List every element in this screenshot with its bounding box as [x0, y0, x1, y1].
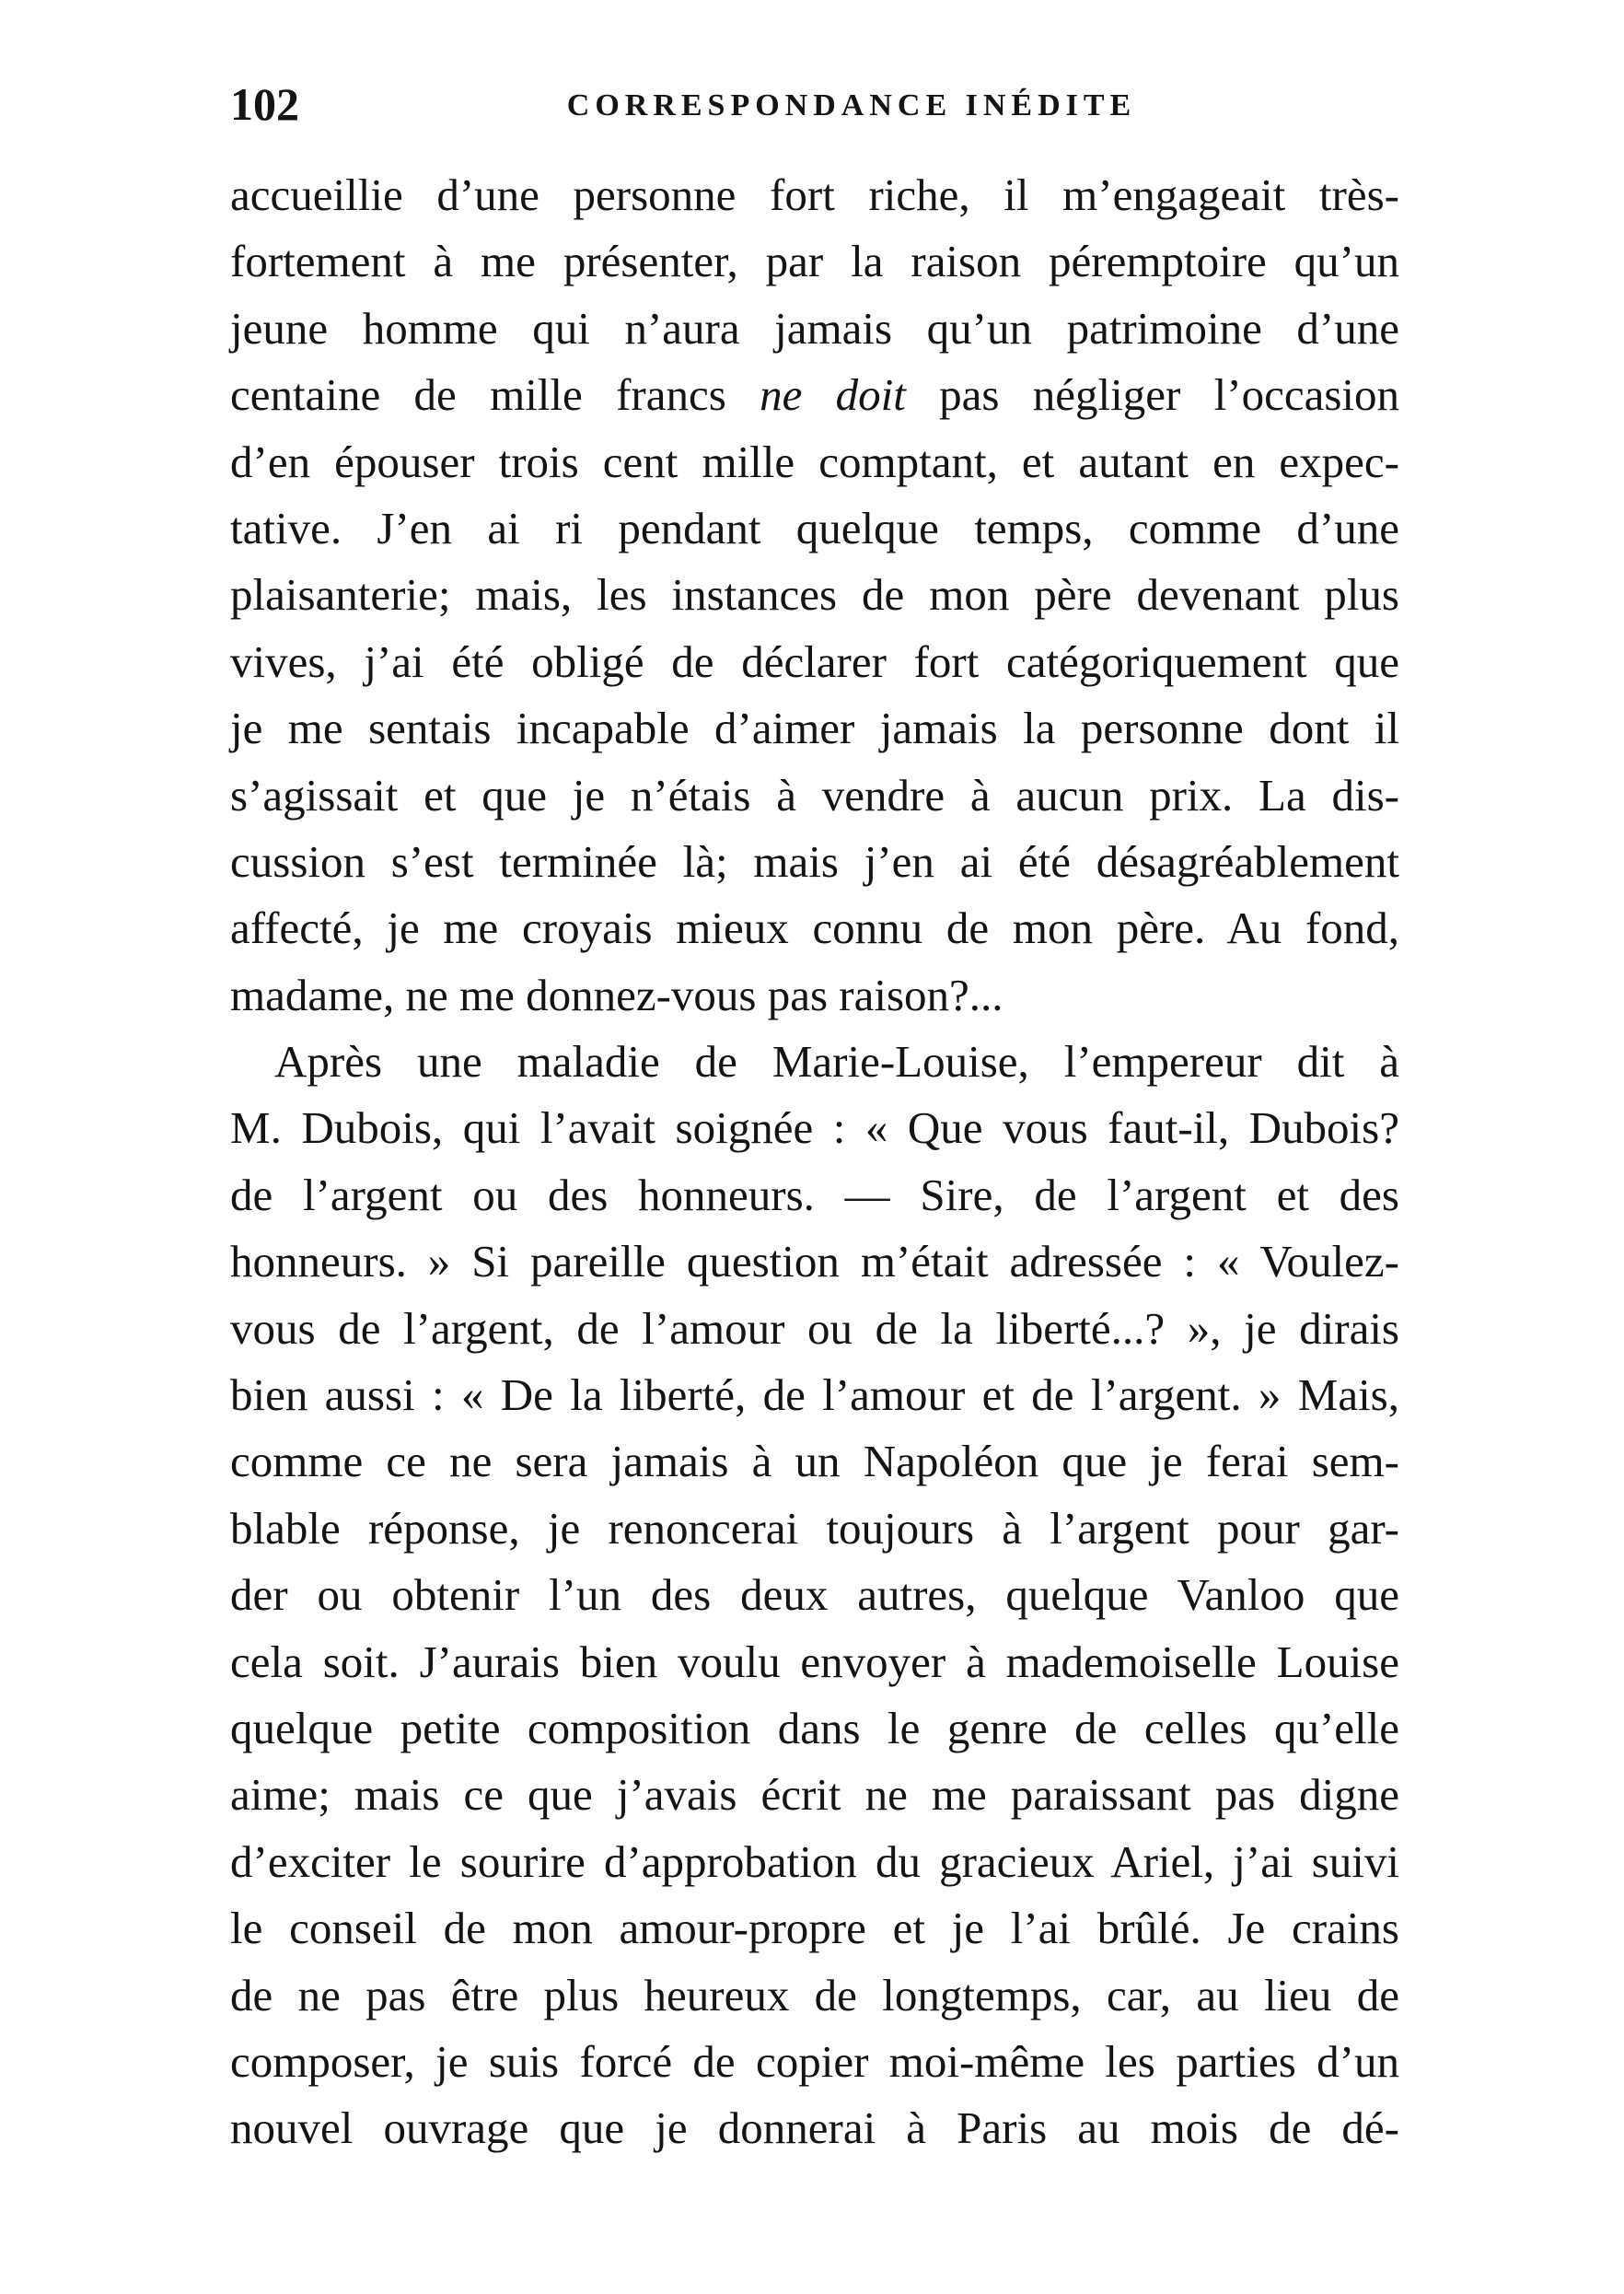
text-line: bien aussi : « De la liberté, de l’amour et de l’argent. » Mais,: [230, 1369, 1399, 1421]
text-line: jeune homme qui n’aura jamais qu’un patrimoine d’une: [230, 302, 1399, 354]
text-segment: pas négliger l’occasion: [905, 369, 1400, 421]
text-segment: centaine de mille francs: [230, 369, 760, 421]
text-line: d’exciter le sourire d’approbation du gracieux Ariel, j’ai suivi: [230, 1835, 1399, 1887]
text-line: madame, ne me donnez-vous pas raison?...: [230, 969, 1003, 1020]
text-line: blable réponse, je renoncerai toujours à l’argent pour gar-: [230, 1502, 1399, 1554]
text-line: affecté, je me croyais mieux connu de mon père. Au fond,: [230, 902, 1399, 954]
italic-phrase: ne doit: [760, 369, 906, 421]
text-line: [230, 362, 1399, 428]
text-line: honneurs. » Si pareille question m’était adressée : « Voulez-: [230, 1236, 1399, 1287]
text-line: composer, je suis forcé de copier moi-même les parties d’un: [230, 2035, 1399, 2087]
text-line: d’en épouser trois cent mille comptant, et autant en expec-: [230, 436, 1399, 487]
text-line: der ou obtenir l’un des deux autres, quelque Vanloo que: [230, 1569, 1399, 1621]
text-line: accueillie d’une personne fort riche, il m’engageait très-: [230, 169, 1399, 220]
text-line: plaisanterie; mais, les instances de mon père devenant plus: [230, 569, 1399, 621]
text-line: de l’argent ou des honneurs. — Sire, de l’argent et des: [230, 1169, 1399, 1220]
text-line: fortement à me présenter, par la raison péremptoire qu’un: [230, 236, 1399, 287]
text-line: cussion s’est terminée là; mais j’en ai été désagréablement: [230, 835, 1399, 887]
paragraph-start-line: Après une maladie de Marie-Louise, l’empereur dit à: [274, 1036, 1399, 1088]
text-line: je me sentais incapable d’aimer jamais la personne dont il: [230, 703, 1399, 754]
text-line: vives, j’ai été obligé de déclarer fort catégoriquement que: [230, 635, 1399, 687]
page-number: 102: [230, 78, 299, 130]
text-line: nouvel ouvrage que je donnerai à Paris au mois de dé-: [230, 2102, 1399, 2154]
text-line: de ne pas être plus heureux de longtemps, car, au lieu de: [230, 1969, 1399, 2020]
text-line: aime; mais ce que j’avais écrit ne me paraissant pas digne: [230, 1769, 1399, 1821]
text-line: M. Dubois, qui l’avait soignée : « Que vous faut-il, Dubois?: [230, 1102, 1399, 1154]
text-line: vous de l’argent, de l’amour ou de la liberté...? », je dirais: [230, 1302, 1399, 1354]
page-header: [230, 72, 1399, 136]
text-line: s’agissait et que je n’étais à vendre à aucun prix. La dis-: [230, 769, 1399, 821]
running-title: CORRESPONDANCE INÉDITE: [566, 88, 1137, 122]
text-line: tative. J’en ai ri pendant quelque temps, comme d’une: [230, 502, 1399, 553]
text-line: le conseil de mon amour-propre et je l’ai brûlé. Je crains: [230, 1903, 1399, 1954]
body-text: [230, 162, 1399, 2162]
text-line: cela soit. J’aurais bien voulu envoyer à mademoiselle Louise: [230, 1636, 1399, 1687]
text-line: quelque petite composition dans le genre de celles qu’elle: [230, 1702, 1399, 1753]
text-line: comme ce ne sera jamais à un Napoléon que je ferai sem-: [230, 1436, 1399, 1487]
